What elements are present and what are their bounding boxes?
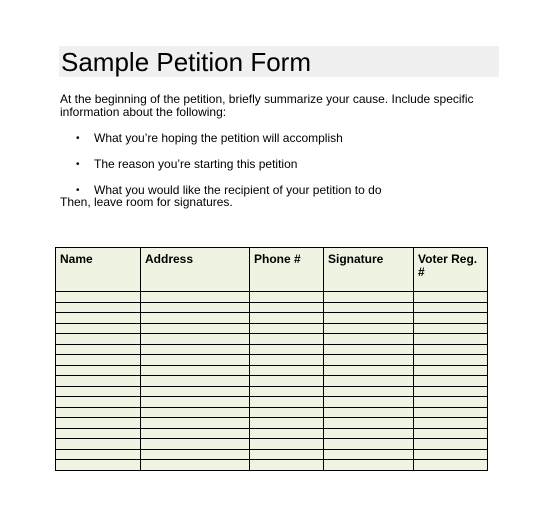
table-cell[interactable]	[56, 334, 141, 345]
table-cell[interactable]	[56, 376, 141, 387]
table-header-row	[56, 248, 488, 292]
table-cell[interactable]	[324, 449, 414, 460]
page-title: Sample Petition Form	[61, 47, 311, 77]
table-cell[interactable]	[414, 439, 488, 450]
table-cell[interactable]	[414, 355, 488, 366]
table-cell[interactable]	[250, 460, 324, 471]
table-row	[56, 334, 488, 345]
table-cell[interactable]	[141, 355, 250, 366]
table-row	[56, 397, 488, 408]
table-cell[interactable]	[250, 386, 324, 397]
signature-table	[55, 247, 488, 471]
table-row	[56, 418, 488, 429]
table-row	[56, 302, 488, 313]
table-cell[interactable]	[324, 418, 414, 429]
table-cell[interactable]	[414, 449, 488, 460]
table-cell[interactable]	[56, 355, 141, 366]
column-header-name: Name	[56, 248, 141, 292]
table-cell[interactable]	[250, 439, 324, 450]
table-cell[interactable]	[324, 323, 414, 334]
table-cell[interactable]	[250, 449, 324, 460]
table-cell[interactable]	[56, 439, 141, 450]
table-cell[interactable]	[324, 397, 414, 408]
table-cell[interactable]	[414, 292, 488, 303]
table-cell[interactable]	[56, 428, 141, 439]
closing-text: Then, leave room for signatures.	[60, 195, 233, 209]
table-cell[interactable]	[250, 428, 324, 439]
table-cell[interactable]	[56, 397, 141, 408]
table-cell[interactable]	[414, 376, 488, 387]
table-cell[interactable]	[141, 418, 250, 429]
bullet-marker: •	[76, 159, 80, 170]
table-cell[interactable]	[56, 386, 141, 397]
table-row	[56, 344, 488, 355]
table-cell[interactable]	[250, 365, 324, 376]
bullet-item: What you would like the recipient of your petition to do	[94, 183, 382, 197]
table-row	[56, 449, 488, 460]
table-row	[56, 376, 488, 387]
table-cell[interactable]	[414, 313, 488, 324]
table-cell[interactable]	[324, 386, 414, 397]
table-cell[interactable]	[141, 449, 250, 460]
table-cell[interactable]	[141, 376, 250, 387]
table-cell[interactable]	[414, 428, 488, 439]
table-row	[56, 365, 488, 376]
table-cell[interactable]	[141, 334, 250, 345]
table-cell[interactable]	[56, 418, 141, 429]
table-cell[interactable]	[141, 302, 250, 313]
table-row	[56, 428, 488, 439]
table-cell[interactable]	[324, 302, 414, 313]
table-cell[interactable]	[324, 460, 414, 471]
bullet-marker: •	[76, 133, 80, 144]
table-cell[interactable]	[56, 449, 141, 460]
bullet-item: What you’re hoping the petition will accomplish	[94, 131, 343, 145]
table-cell[interactable]	[250, 334, 324, 345]
table-cell[interactable]	[56, 344, 141, 355]
table-cell[interactable]	[324, 355, 414, 366]
signature-rows	[56, 292, 488, 471]
table-cell[interactable]	[141, 323, 250, 334]
table-row	[56, 460, 488, 471]
column-header-phone: Phone #	[250, 248, 324, 292]
table-cell[interactable]	[324, 407, 414, 418]
table-cell[interactable]	[56, 407, 141, 418]
table-cell[interactable]	[250, 407, 324, 418]
table-cell[interactable]	[141, 386, 250, 397]
table-cell[interactable]	[324, 428, 414, 439]
table-cell[interactable]	[414, 407, 488, 418]
table-cell[interactable]	[414, 386, 488, 397]
table-cell[interactable]	[141, 344, 250, 355]
table-cell[interactable]	[324, 439, 414, 450]
table-cell[interactable]	[414, 365, 488, 376]
table-cell[interactable]	[56, 323, 141, 334]
table-cell[interactable]	[250, 355, 324, 366]
table-row	[56, 386, 488, 397]
table-cell[interactable]	[56, 302, 141, 313]
table-cell[interactable]	[324, 334, 414, 345]
table-cell[interactable]	[56, 292, 141, 303]
table-cell[interactable]	[250, 397, 324, 408]
bullet-item: The reason you’re starting this petition	[94, 157, 298, 171]
table-cell[interactable]	[250, 313, 324, 324]
table-cell[interactable]	[414, 344, 488, 355]
table-cell[interactable]	[250, 418, 324, 429]
bullet-marker: •	[76, 185, 80, 196]
table-cell[interactable]	[250, 344, 324, 355]
table-cell[interactable]	[324, 376, 414, 387]
table-cell[interactable]	[250, 376, 324, 387]
table-row	[56, 355, 488, 366]
table-cell[interactable]	[141, 365, 250, 376]
table-cell[interactable]	[324, 313, 414, 324]
table-row	[56, 292, 488, 303]
table-cell[interactable]	[414, 418, 488, 429]
table-cell[interactable]	[250, 302, 324, 313]
table-cell[interactable]	[141, 397, 250, 408]
table-row	[56, 407, 488, 418]
table-cell[interactable]	[141, 439, 250, 450]
intro-paragraph: At the beginning of the petition, briefly summarize your cause. Include specific information about the following:	[60, 92, 474, 119]
table-cell[interactable]	[414, 323, 488, 334]
table-cell[interactable]	[324, 365, 414, 376]
table-cell[interactable]	[141, 428, 250, 439]
column-header-signature: Signature	[324, 248, 414, 292]
column-header-voter-reg: Voter Reg. #	[414, 248, 488, 292]
table-cell[interactable]	[250, 323, 324, 334]
table-cell[interactable]	[414, 302, 488, 313]
table-cell[interactable]	[141, 292, 250, 303]
table-cell[interactable]	[56, 460, 141, 471]
table-cell[interactable]	[250, 292, 324, 303]
table-cell[interactable]	[414, 397, 488, 408]
table-row	[56, 313, 488, 324]
table-cell[interactable]	[324, 344, 414, 355]
table-row	[56, 323, 488, 334]
table-row	[56, 439, 488, 450]
table-cell[interactable]	[141, 460, 250, 471]
table-cell[interactable]	[414, 460, 488, 471]
column-header-address: Address	[141, 248, 250, 292]
table-cell[interactable]	[324, 292, 414, 303]
table-cell[interactable]	[56, 313, 141, 324]
table-cell[interactable]	[141, 313, 250, 324]
table-cell[interactable]	[414, 334, 488, 345]
table-cell[interactable]	[56, 365, 141, 376]
table-cell[interactable]	[141, 407, 250, 418]
